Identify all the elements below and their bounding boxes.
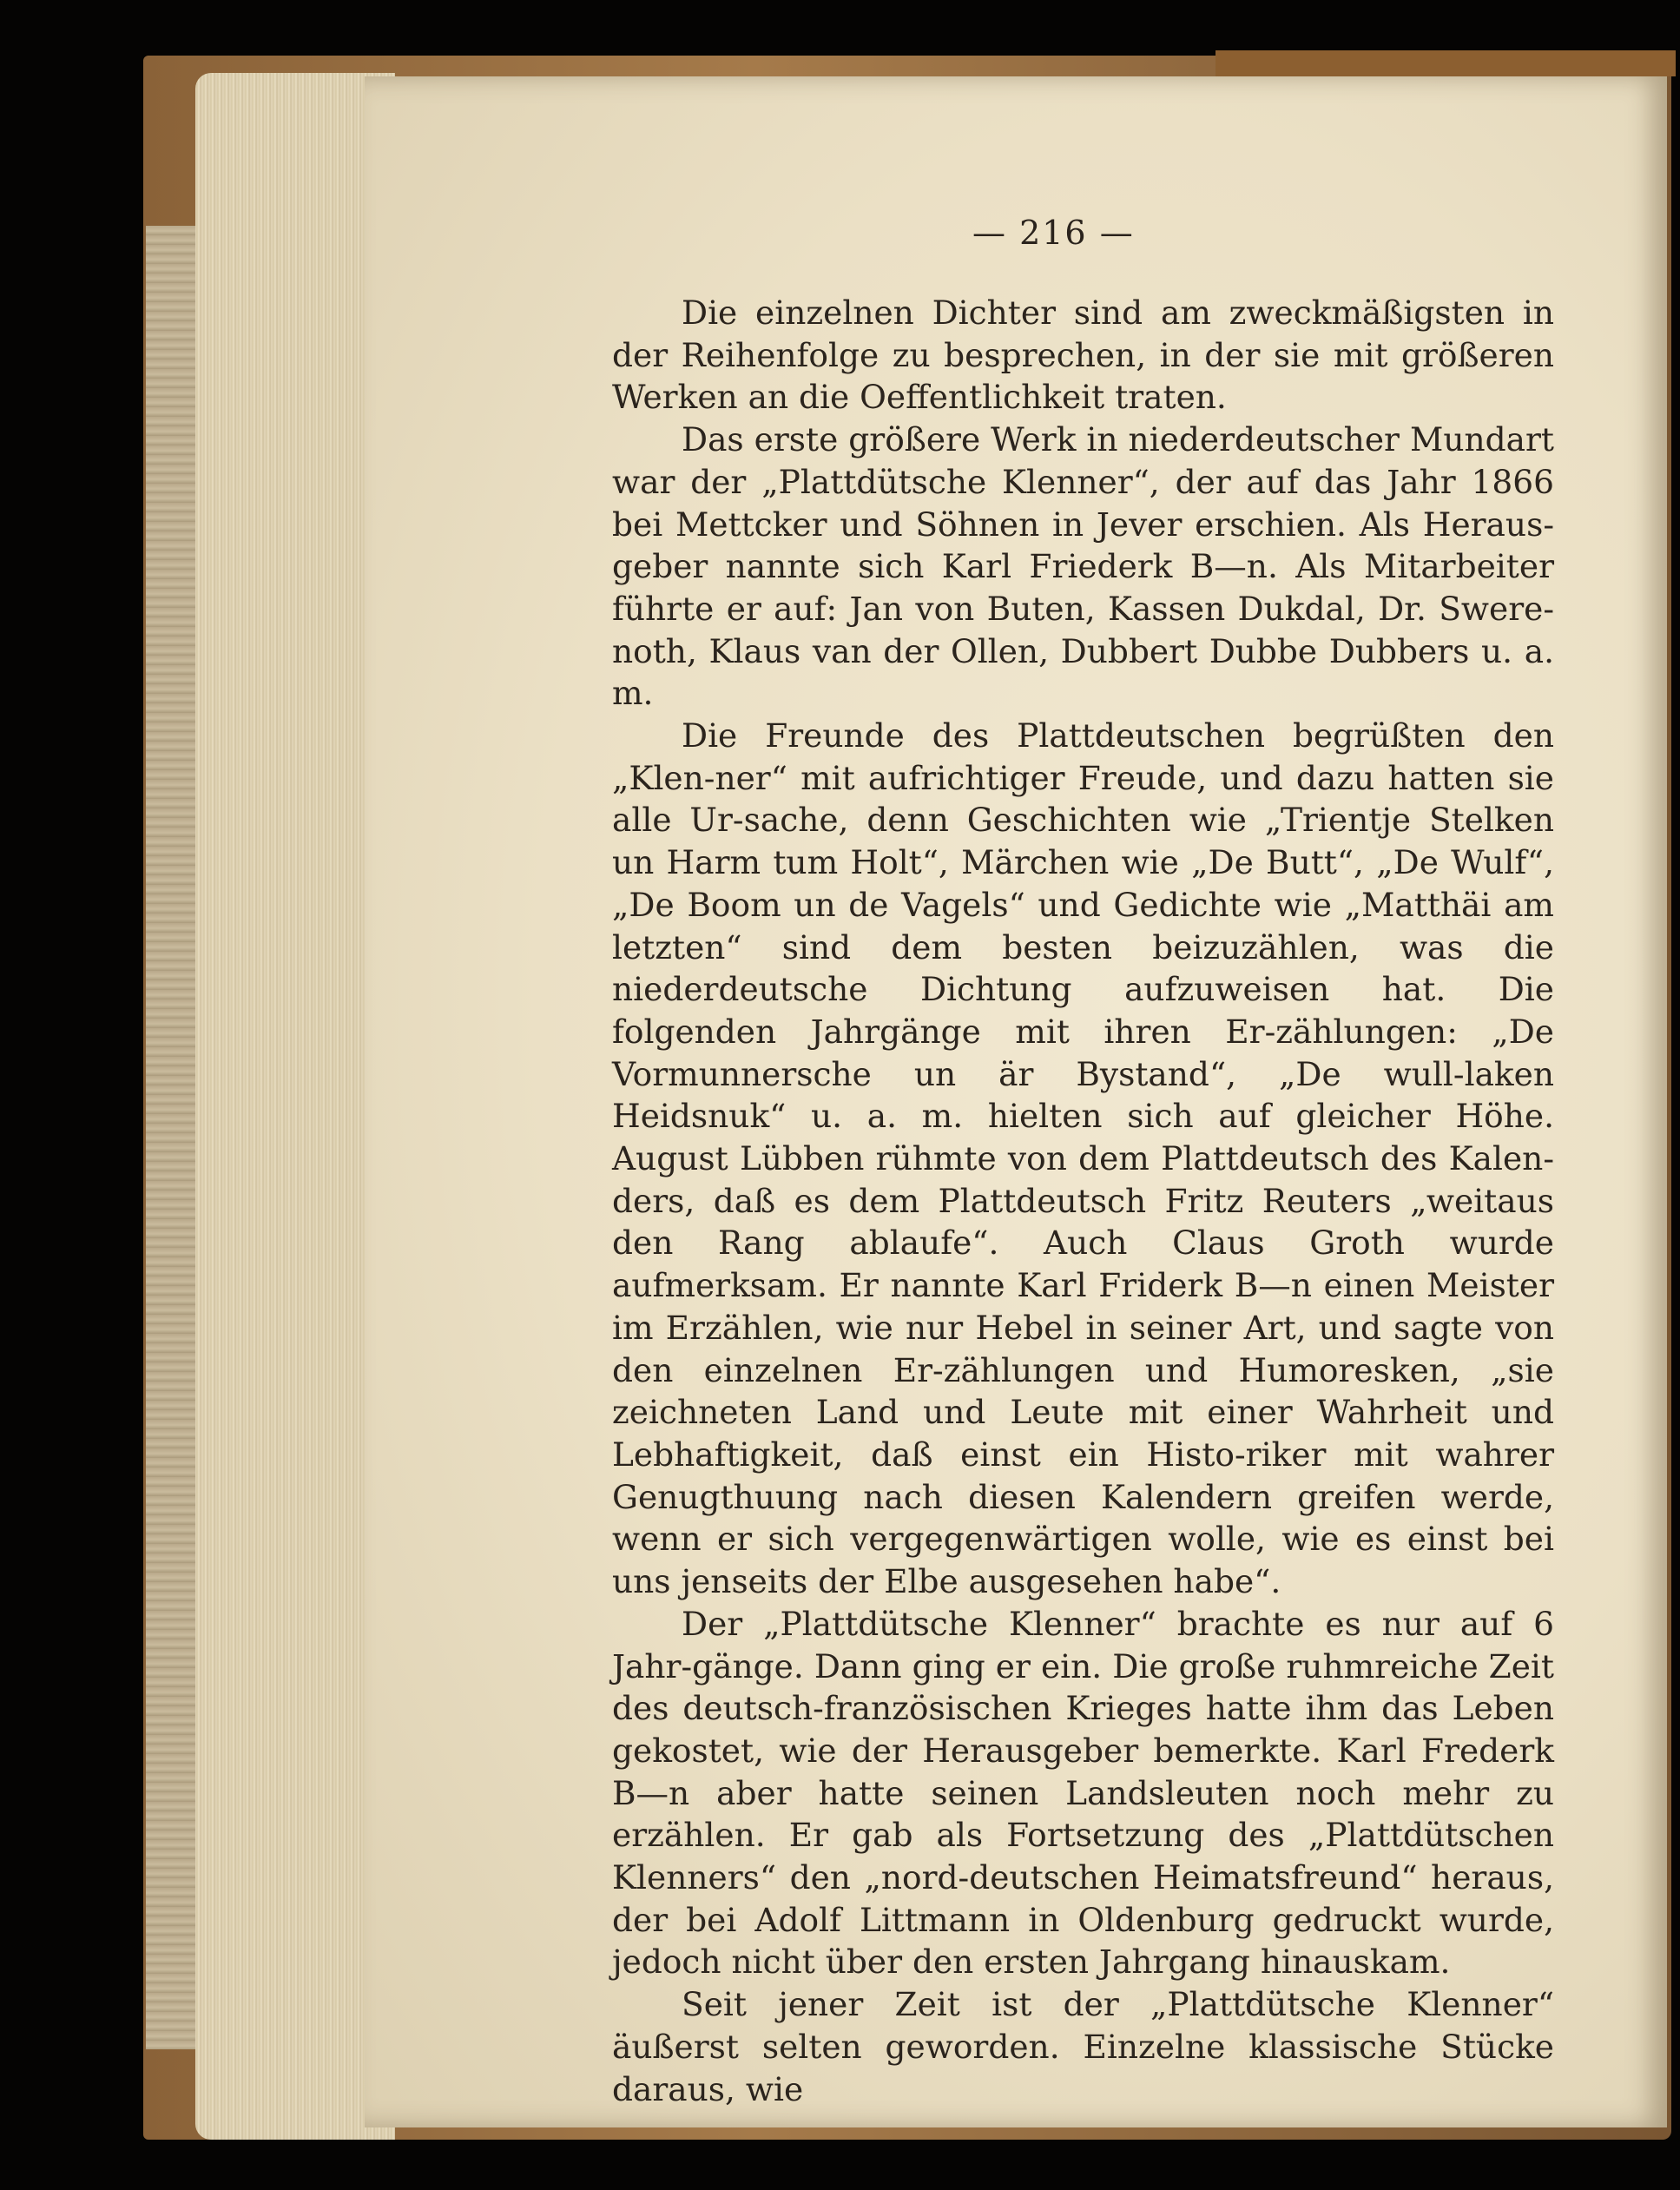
paragraph: Das erste größere Werk in niederdeutscher Mundart war der „Plattdütsche Klenner“, der auf das Jahr 1866 bei Mettcker und Söhnen in Jever erschien. Als Heraus-geber nannte sich Karl Friederk B—n. Als Mitarbeiter führte er auf: Jan von Buten, Kassen Dukdal, Dr. Swere-noth, Klaus van der Ollen, Dubbert Dubbe Dubbers u. a. m.	[612, 420, 1554, 713]
page-body-text	[612, 292, 1554, 2110]
cover-top-edge	[1216, 50, 1676, 76]
paragraph: Seit jener Zeit ist der „Plattdütsche Klenner“ äußerst selten geworden. Einzelne klassische Stücke daraus, wie	[612, 1985, 1554, 2108]
paragraph: Die einzelnen Dichter sind am zweckmäßigsten in der Reihenfolge zu besprechen, in der sie mit größeren Werken an die Oeffentlichkeit traten.	[612, 294, 1554, 417]
paragraph: Der „Plattdütsche Klenner“ brachte es nur auf 6 Jahr-gänge. Dann ging er ein. Die große ruhmreiche Zeit des deutsch-französischen Krieges hatte ihm das Leben gekostet, wie der Herausgeber bemerkte. Karl Frederk B—n aber hatte seinen Landsleuten noch mehr zu erzählen. Er gab als Fortsetzung des „Plattdütschen Klenners“ den „nord-deutschen Heimatsfreund“ heraus, der bei Adolf Littmann in Oldenburg gedruckt wurde, jedoch nicht über den ersten Jahrgang hinauskam.	[612, 1604, 1554, 1982]
page-number: — 216 —	[972, 214, 1135, 252]
paragraph: Die Freunde des Plattdeutschen begrüßten den „Klen-ner“ mit aufrichtiger Freude, und dazu hatten sie alle Ur-sache, denn Geschichten wie „Trientje Stelken un Harm tum Holt“, Märchen wie „De Butt“, „De Wulf“, „De Boom un de Vagels“ und Gedichte wie „Matthäi am letzten“ sind dem besten beizuzählen, was die niederdeutsche Dichtung aufzuweisen hat. Die folgenden Jahrgänge mit ihren Er-zählungen: „De Vormunnersche un är Bystand“, „De wull-laken Heidsnuk“ u. a. m. hielten sich auf gleicher Höhe. August Lübben rühmte von dem Plattdeutsch des Kalen-ders, daß es dem Plattdeutsch Fritz Reuters „weitaus den Rang ablaufe“. Auch Claus Groth wurde aufmerksam. Er nannte Karl Friderk B—n einen Meister im Erzählen, wie nur Hebel in seiner Art, und sagte von den einzelnen Er-zählungen und Humoresken, „sie zeichneten Land und Leute mit einer Wahrheit und Lebhaftigkeit, daß einst ein Histo-riker mit wahrer Genugthuung nach diesen Kalendern greifen werde, wenn er sich vergegenwärtigen wolle, wie es einst bei uns jenseits der Elbe ausgesehen habe“.	[612, 716, 1554, 1601]
